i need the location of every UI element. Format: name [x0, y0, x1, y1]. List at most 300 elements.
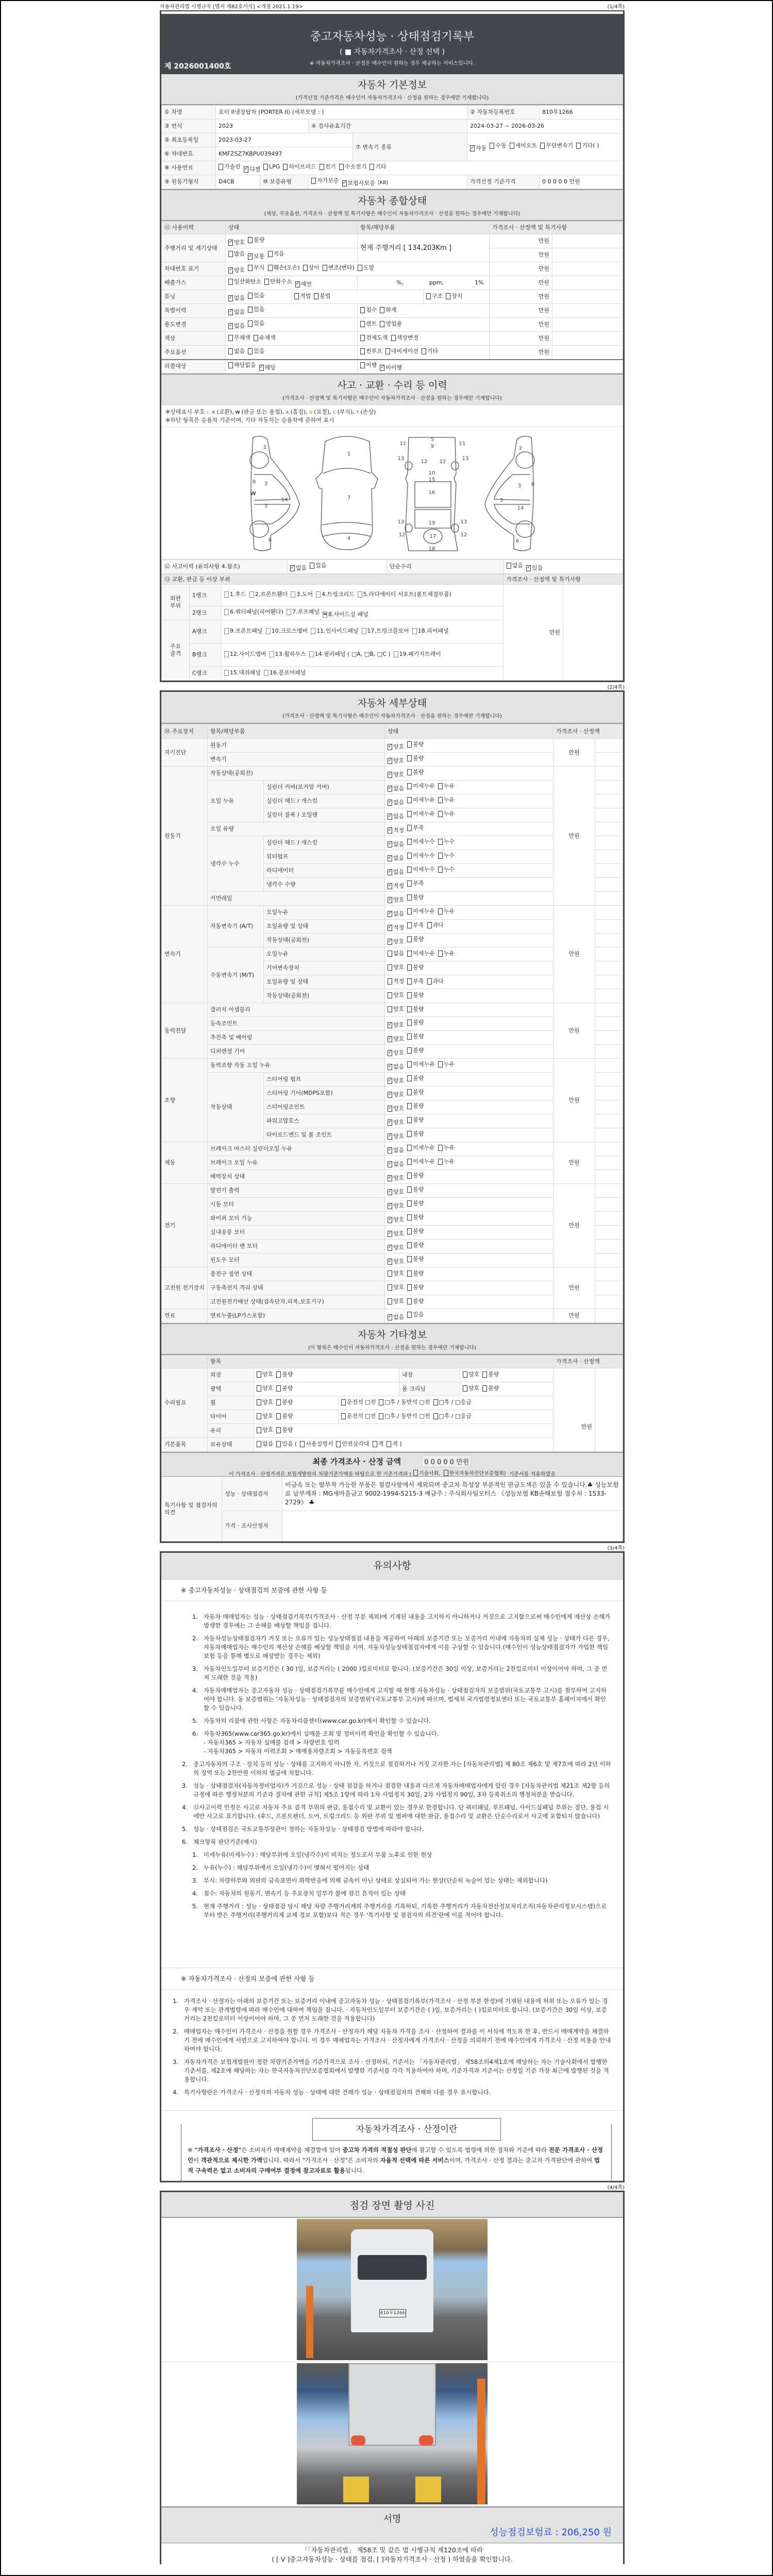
checkbox-option[interactable]: [407, 922, 424, 929]
checkbox-option[interactable]: [407, 992, 424, 999]
checkbox-option[interactable]: [426, 293, 443, 300]
empty-box-icon[interactable]: [358, 265, 362, 271]
checked-box-icon[interactable]: ✓: [388, 1230, 392, 1236]
checkbox-option[interactable]: [438, 908, 455, 915]
checkbox-option[interactable]: [438, 838, 455, 845]
empty-box-icon[interactable]: [294, 293, 299, 299]
checkbox-option[interactable]: [407, 1144, 435, 1151]
checked-box-icon[interactable]: ✓: [229, 295, 233, 300]
checkbox-option[interactable]: [388, 896, 404, 904]
checkbox-option[interactable]: [257, 1413, 273, 1420]
checkbox-option[interactable]: [380, 320, 402, 328]
checkbox-option[interactable]: [248, 264, 264, 272]
checkbox-option[interactable]: [407, 824, 424, 832]
checkbox-option[interactable]: [438, 783, 455, 790]
part-checkbox[interactable]: [309, 650, 391, 659]
empty-box-icon[interactable]: [228, 348, 233, 354]
empty-box-icon[interactable]: [394, 651, 398, 657]
empty-box-icon[interactable]: [224, 651, 229, 657]
empty-box-icon[interactable]: [407, 783, 412, 789]
empty-box-icon[interactable]: [407, 978, 412, 985]
checkbox-option[interactable]: [257, 1385, 273, 1392]
checkbox-option[interactable]: [360, 348, 382, 355]
empty-box-icon[interactable]: [407, 839, 412, 845]
checkbox-option[interactable]: [407, 880, 424, 887]
empty-box-icon[interactable]: [407, 1187, 412, 1193]
checkbox-option[interactable]: [388, 1049, 404, 1057]
checkbox-option[interactable]: [388, 757, 404, 765]
checkbox-option[interactable]: [407, 1270, 424, 1277]
empty-box-icon[interactable]: [407, 1089, 412, 1095]
checkbox-option[interactable]: [388, 992, 404, 999]
checkbox-option[interactable]: [276, 1413, 293, 1420]
empty-box-icon[interactable]: [482, 1371, 487, 1378]
checkbox-option[interactable]: [290, 565, 307, 572]
empty-box-icon[interactable]: [388, 1270, 392, 1277]
checkbox-option[interactable]: [268, 250, 284, 258]
checkbox-option[interactable]: [407, 1284, 424, 1291]
empty-box-icon[interactable]: [407, 1242, 412, 1248]
empty-box-icon[interactable]: [268, 251, 273, 257]
empty-box-icon[interactable]: [407, 951, 412, 957]
empty-box-icon[interactable]: [407, 1020, 412, 1026]
empty-box-icon[interactable]: [224, 609, 229, 615]
empty-box-icon[interactable]: [444, 1470, 448, 1476]
checkbox-option[interactable]: [407, 1298, 424, 1305]
empty-box-icon[interactable]: [228, 362, 233, 368]
checkbox-option[interactable]: [388, 813, 404, 820]
checkbox-option[interactable]: [379, 1399, 430, 1406]
empty-box-icon[interactable]: [276, 1441, 281, 1447]
checked-box-icon[interactable]: ✓: [388, 785, 392, 791]
empty-box-icon[interactable]: [422, 348, 426, 354]
checked-box-icon[interactable]: ✓: [388, 771, 392, 777]
empty-box-icon[interactable]: [336, 1441, 341, 1447]
part-checkbox[interactable]: [266, 626, 308, 636]
part-checkbox[interactable]: [224, 668, 261, 677]
checkbox-option[interactable]: [300, 1440, 333, 1448]
checkbox-option[interactable]: [388, 771, 404, 778]
empty-box-icon[interactable]: [248, 348, 253, 354]
checkbox-option[interactable]: [388, 1105, 404, 1112]
checkbox-option[interactable]: [360, 320, 377, 328]
empty-box-icon[interactable]: [254, 335, 258, 341]
checkbox-option[interactable]: [490, 141, 506, 151]
empty-box-icon[interactable]: [507, 563, 511, 569]
checked-box-icon[interactable]: ✓: [388, 743, 392, 749]
checkbox-option[interactable]: [510, 141, 537, 151]
checkbox-option[interactable]: [388, 1091, 404, 1098]
checked-box-icon[interactable]: ✓: [388, 1314, 392, 1319]
checkbox-option[interactable]: [470, 143, 486, 154]
checkbox-option[interactable]: [388, 924, 404, 931]
checkbox-option[interactable]: [407, 950, 435, 957]
checked-box-icon[interactable]: ✓: [388, 883, 392, 888]
checkbox-option[interactable]: [254, 334, 276, 342]
checkbox-option[interactable]: [407, 838, 435, 845]
checkbox-option[interactable]: [407, 1006, 424, 1013]
empty-box-icon[interactable]: [433, 1413, 438, 1419]
empty-box-icon[interactable]: [276, 1427, 281, 1433]
empty-box-icon[interactable]: [379, 1399, 383, 1405]
checkbox-option[interactable]: [576, 141, 599, 151]
checkbox-option[interactable]: [342, 180, 375, 187]
empty-box-icon[interactable]: [463, 1371, 467, 1378]
checkbox-option[interactable]: [219, 163, 241, 171]
empty-box-icon[interactable]: [276, 1399, 281, 1405]
checked-box-icon[interactable]: ✓: [388, 1105, 392, 1111]
checkbox-option[interactable]: [388, 1202, 404, 1210]
empty-box-icon[interactable]: [407, 1033, 412, 1040]
part-checkbox[interactable]: [323, 610, 368, 619]
empty-box-icon[interactable]: [407, 769, 412, 775]
empty-box-icon[interactable]: [248, 265, 253, 271]
checkbox-option[interactable]: [248, 306, 264, 313]
checkbox-option[interactable]: [388, 1147, 404, 1154]
checkbox-option[interactable]: [283, 163, 316, 171]
checkbox-option[interactable]: [407, 783, 435, 790]
checkbox-option[interactable]: [438, 1158, 455, 1165]
checkbox-option[interactable]: [407, 1089, 424, 1096]
empty-box-icon[interactable]: [276, 1371, 281, 1378]
empty-box-icon[interactable]: [248, 320, 253, 327]
checkbox-option[interactable]: [388, 1314, 404, 1321]
empty-box-icon[interactable]: [341, 1399, 346, 1405]
checkbox-option[interactable]: [463, 1385, 479, 1392]
empty-box-icon[interactable]: [360, 362, 365, 368]
checkbox-option[interactable]: [341, 1413, 376, 1420]
empty-box-icon[interactable]: [380, 307, 384, 313]
empty-box-icon[interactable]: [310, 563, 314, 569]
checkbox-option[interactable]: [228, 295, 245, 302]
empty-box-icon[interactable]: [482, 1385, 487, 1392]
part-checkbox[interactable]: [358, 590, 451, 599]
checkbox-option[interactable]: [407, 741, 424, 748]
checkbox-option[interactable]: [407, 796, 435, 804]
checked-box-icon[interactable]: ✓: [259, 364, 264, 370]
checked-box-icon[interactable]: ✓: [229, 267, 233, 273]
part-checkbox[interactable]: [224, 626, 263, 636]
checkbox-option[interactable]: [482, 1385, 499, 1392]
checkbox-option[interactable]: [407, 769, 424, 776]
checkbox-option[interactable]: [228, 323, 245, 330]
checked-box-icon[interactable]: ✓: [229, 239, 233, 245]
empty-box-icon[interactable]: [407, 992, 412, 998]
empty-box-icon[interactable]: [228, 335, 233, 341]
empty-box-icon[interactable]: [540, 143, 545, 149]
empty-box-icon[interactable]: [228, 251, 233, 257]
checked-box-icon[interactable]: ✓: [388, 910, 392, 916]
checked-box-icon[interactable]: ✓: [295, 281, 300, 286]
empty-box-icon[interactable]: [407, 908, 412, 914]
checkbox-option[interactable]: [407, 964, 424, 971]
empty-box-icon[interactable]: [407, 1214, 412, 1221]
empty-box-icon[interactable]: [228, 279, 233, 285]
empty-box-icon[interactable]: [219, 164, 223, 170]
empty-box-icon[interactable]: [412, 628, 417, 634]
checkbox-option[interactable]: [388, 950, 404, 957]
checked-box-icon[interactable]: ✓: [388, 1036, 392, 1041]
empty-box-icon[interactable]: [303, 265, 308, 271]
empty-box-icon[interactable]: [407, 1298, 412, 1304]
empty-box-icon[interactable]: [266, 628, 271, 634]
empty-box-icon[interactable]: [270, 651, 274, 657]
empty-box-icon[interactable]: [388, 951, 392, 957]
part-checkbox[interactable]: [311, 626, 358, 636]
checkbox-option[interactable]: [482, 1371, 499, 1378]
checkbox-option[interactable]: [407, 1019, 424, 1026]
checked-box-icon[interactable]: ✓: [388, 1175, 392, 1180]
checkbox-option[interactable]: [259, 364, 276, 371]
checkbox-option[interactable]: [388, 869, 404, 876]
checkbox-option[interactable]: [407, 936, 424, 943]
checked-box-icon[interactable]: ✓: [388, 869, 392, 874]
checkbox-option[interactable]: [407, 908, 435, 915]
empty-box-icon[interactable]: [316, 591, 321, 598]
checkbox-option[interactable]: [407, 1103, 424, 1110]
empty-box-icon[interactable]: [391, 335, 396, 341]
checkbox-option[interactable]: [388, 1036, 404, 1043]
empty-box-icon[interactable]: [311, 628, 315, 634]
empty-box-icon[interactable]: [407, 1228, 412, 1234]
checked-box-icon[interactable]: ✓: [388, 1216, 392, 1222]
empty-box-icon[interactable]: [224, 628, 229, 634]
checkbox-option[interactable]: [248, 292, 264, 299]
empty-box-icon[interactable]: [248, 293, 253, 299]
empty-box-icon[interactable]: [380, 321, 384, 327]
empty-box-icon[interactable]: [407, 1200, 412, 1207]
checked-box-icon[interactable]: ✓: [388, 855, 392, 860]
empty-box-icon[interactable]: [407, 1047, 412, 1054]
empty-box-icon[interactable]: [263, 164, 268, 170]
empty-box-icon[interactable]: [438, 811, 443, 817]
checkbox-option[interactable]: [540, 141, 573, 151]
empty-box-icon[interactable]: [407, 853, 412, 859]
checkbox-option[interactable]: [407, 1186, 424, 1193]
empty-box-icon[interactable]: [287, 609, 291, 615]
checkbox-option[interactable]: [336, 1440, 369, 1448]
empty-box-icon[interactable]: [510, 143, 514, 149]
checked-box-icon[interactable]: ✓: [388, 1049, 392, 1055]
empty-box-icon[interactable]: [407, 1173, 412, 1179]
empty-box-icon[interactable]: [386, 1441, 391, 1447]
empty-box-icon[interactable]: [438, 1061, 443, 1067]
checkbox-option[interactable]: [268, 264, 300, 272]
empty-box-icon[interactable]: [276, 1413, 281, 1419]
checkbox-option[interactable]: [244, 166, 260, 173]
empty-box-icon[interactable]: [407, 811, 412, 817]
checkbox-option[interactable]: [388, 910, 404, 918]
empty-box-icon[interactable]: [407, 867, 412, 873]
checkbox-option[interactable]: [407, 1228, 424, 1235]
checkbox-option[interactable]: [407, 852, 435, 859]
empty-box-icon[interactable]: [407, 1270, 412, 1277]
checkbox-option[interactable]: [407, 978, 424, 985]
empty-box-icon[interactable]: [257, 1399, 261, 1405]
empty-box-icon[interactable]: [379, 1413, 383, 1419]
empty-box-icon[interactable]: [311, 178, 316, 184]
empty-box-icon[interactable]: [438, 1159, 443, 1165]
empty-box-icon[interactable]: [438, 1145, 443, 1151]
empty-box-icon[interactable]: [224, 670, 229, 676]
empty-box-icon[interactable]: [407, 1006, 412, 1012]
checkbox-option[interactable]: [388, 883, 404, 890]
checkbox-option[interactable]: [407, 1172, 424, 1179]
empty-box-icon[interactable]: [407, 922, 412, 928]
empty-box-icon[interactable]: [249, 591, 254, 598]
checkbox-option[interactable]: [228, 348, 245, 355]
checkbox-option[interactable]: [257, 1427, 273, 1434]
checked-box-icon[interactable]: ✓: [244, 166, 248, 172]
checkbox-option[interactable]: [388, 827, 404, 834]
checked-box-icon[interactable]: ✓: [388, 1022, 392, 1027]
empty-box-icon[interactable]: [438, 853, 443, 859]
checkbox-option[interactable]: [407, 1256, 424, 1263]
checkbox-option[interactable]: [228, 267, 245, 274]
empty-box-icon[interactable]: [407, 797, 412, 803]
empty-box-icon[interactable]: [438, 797, 443, 803]
checkbox-option[interactable]: [360, 307, 377, 314]
checked-box-icon[interactable]: ✓: [388, 1063, 392, 1069]
checked-box-icon[interactable]: ✓: [229, 323, 233, 328]
part-checkbox[interactable]: [249, 590, 288, 599]
checkbox-option[interactable]: [248, 348, 264, 355]
checkbox-option[interactable]: [228, 334, 250, 342]
checkbox-option[interactable]: [407, 1158, 435, 1165]
empty-box-icon[interactable]: [341, 1413, 346, 1419]
checkbox-option[interactable]: [248, 320, 264, 327]
marked-box-icon[interactable]: W: [323, 612, 327, 618]
part-checkbox[interactable]: [291, 590, 313, 599]
empty-box-icon[interactable]: [360, 335, 365, 341]
empty-box-icon[interactable]: [407, 1103, 412, 1109]
checkbox-option[interactable]: [427, 978, 444, 985]
checked-box-icon[interactable]: ✓: [388, 924, 392, 930]
empty-box-icon[interactable]: [369, 164, 374, 170]
checkbox-option[interactable]: [388, 978, 404, 985]
empty-box-icon[interactable]: [257, 1371, 261, 1378]
empty-box-icon[interactable]: [323, 265, 327, 271]
checkbox-option[interactable]: [341, 1399, 376, 1406]
empty-box-icon[interactable]: [385, 348, 390, 354]
checked-box-icon[interactable]: ✓: [380, 364, 384, 370]
checkbox-option[interactable]: [386, 1440, 401, 1448]
checkbox-option[interactable]: [276, 1371, 293, 1378]
checkbox-option[interactable]: [407, 1033, 424, 1040]
empty-box-icon[interactable]: [433, 1399, 438, 1405]
checked-box-icon[interactable]: ✓: [388, 757, 392, 763]
empty-box-icon[interactable]: [407, 880, 412, 887]
checkbox-option[interactable]: [438, 852, 455, 859]
checkbox-option[interactable]: [438, 796, 455, 804]
checkbox-option[interactable]: [388, 1175, 404, 1182]
empty-box-icon[interactable]: [339, 164, 344, 170]
checkbox-option[interactable]: [264, 278, 292, 285]
part-checkbox[interactable]: [362, 626, 409, 636]
checkbox-option[interactable]: [391, 334, 419, 342]
checkbox-option[interactable]: [380, 364, 402, 371]
empty-box-icon[interactable]: [300, 1441, 305, 1447]
checkbox-option[interactable]: [228, 362, 256, 369]
empty-box-icon[interactable]: [388, 978, 392, 985]
part-checkbox[interactable]: [412, 626, 449, 636]
checkbox-option[interactable]: [263, 163, 280, 171]
empty-box-icon[interactable]: [407, 1312, 412, 1318]
checkbox-option[interactable]: [388, 799, 404, 806]
checked-box-icon[interactable]: ✓: [388, 938, 392, 944]
checkbox-option[interactable]: [388, 1022, 404, 1029]
checkbox-option[interactable]: [407, 1061, 435, 1068]
empty-box-icon[interactable]: [248, 307, 253, 313]
empty-box-icon[interactable]: [360, 348, 365, 354]
checkbox-option[interactable]: [407, 1214, 424, 1221]
checkbox-option[interactable]: [228, 239, 245, 246]
empty-box-icon[interactable]: [427, 922, 432, 928]
checked-box-icon[interactable]: ✓: [470, 145, 475, 150]
checkbox-option[interactable]: [323, 264, 355, 272]
checkbox-option[interactable]: [433, 1413, 472, 1420]
empty-box-icon[interactable]: [407, 964, 412, 971]
checkbox-option[interactable]: [388, 1006, 404, 1013]
checkbox-option[interactable]: [444, 1469, 506, 1477]
empty-box-icon[interactable]: [388, 964, 392, 971]
empty-box-icon[interactable]: [314, 293, 318, 299]
empty-box-icon[interactable]: [388, 992, 392, 998]
part-checkbox[interactable]: [270, 650, 306, 659]
checkbox-option[interactable]: [294, 293, 311, 300]
checkbox-option[interactable]: [407, 866, 435, 873]
part-checkbox[interactable]: [394, 650, 441, 659]
checkbox-option[interactable]: [407, 1200, 424, 1207]
empty-box-icon[interactable]: [407, 1159, 412, 1165]
empty-box-icon[interactable]: [407, 1117, 412, 1123]
empty-box-icon[interactable]: [438, 783, 443, 789]
checkbox-option[interactable]: [276, 1427, 293, 1434]
empty-box-icon[interactable]: [264, 670, 268, 676]
checkbox-option[interactable]: [438, 1144, 455, 1151]
checkbox-option[interactable]: [407, 755, 424, 762]
empty-box-icon[interactable]: [407, 936, 412, 942]
checkbox-option[interactable]: [295, 281, 312, 288]
checkbox-option[interactable]: [257, 1371, 273, 1378]
part-checkbox[interactable]: [287, 607, 320, 617]
checked-box-icon[interactable]: ✓: [388, 1161, 392, 1166]
checkbox-option[interactable]: [320, 163, 336, 171]
checkbox-option[interactable]: [379, 1413, 430, 1420]
checkbox-option[interactable]: [407, 1047, 424, 1054]
checkbox-option[interactable]: [388, 938, 404, 945]
empty-box-icon[interactable]: [224, 591, 229, 598]
checked-box-icon[interactable]: ✓: [388, 896, 392, 902]
checkbox-option[interactable]: [228, 250, 245, 258]
checkbox-option[interactable]: [407, 810, 435, 818]
checked-box-icon[interactable]: ✓: [388, 1119, 392, 1125]
checked-box-icon[interactable]: ✓: [388, 1244, 392, 1250]
empty-box-icon[interactable]: [490, 143, 494, 149]
checkbox-option[interactable]: [276, 1440, 297, 1448]
checkbox-option[interactable]: [388, 1298, 404, 1305]
checkbox-option[interactable]: [407, 1311, 424, 1318]
checkbox-option[interactable]: [360, 362, 377, 369]
empty-box-icon[interactable]: [407, 755, 412, 761]
checkbox-option[interactable]: [407, 1116, 424, 1124]
checked-box-icon[interactable]: ✓: [388, 1147, 392, 1153]
checkbox-option[interactable]: [388, 1216, 404, 1224]
checked-box-icon[interactable]: ✓: [248, 253, 253, 259]
checkbox-option[interactable]: [388, 785, 404, 792]
checked-box-icon[interactable]: ✓: [388, 1133, 392, 1139]
empty-box-icon[interactable]: [446, 293, 450, 299]
